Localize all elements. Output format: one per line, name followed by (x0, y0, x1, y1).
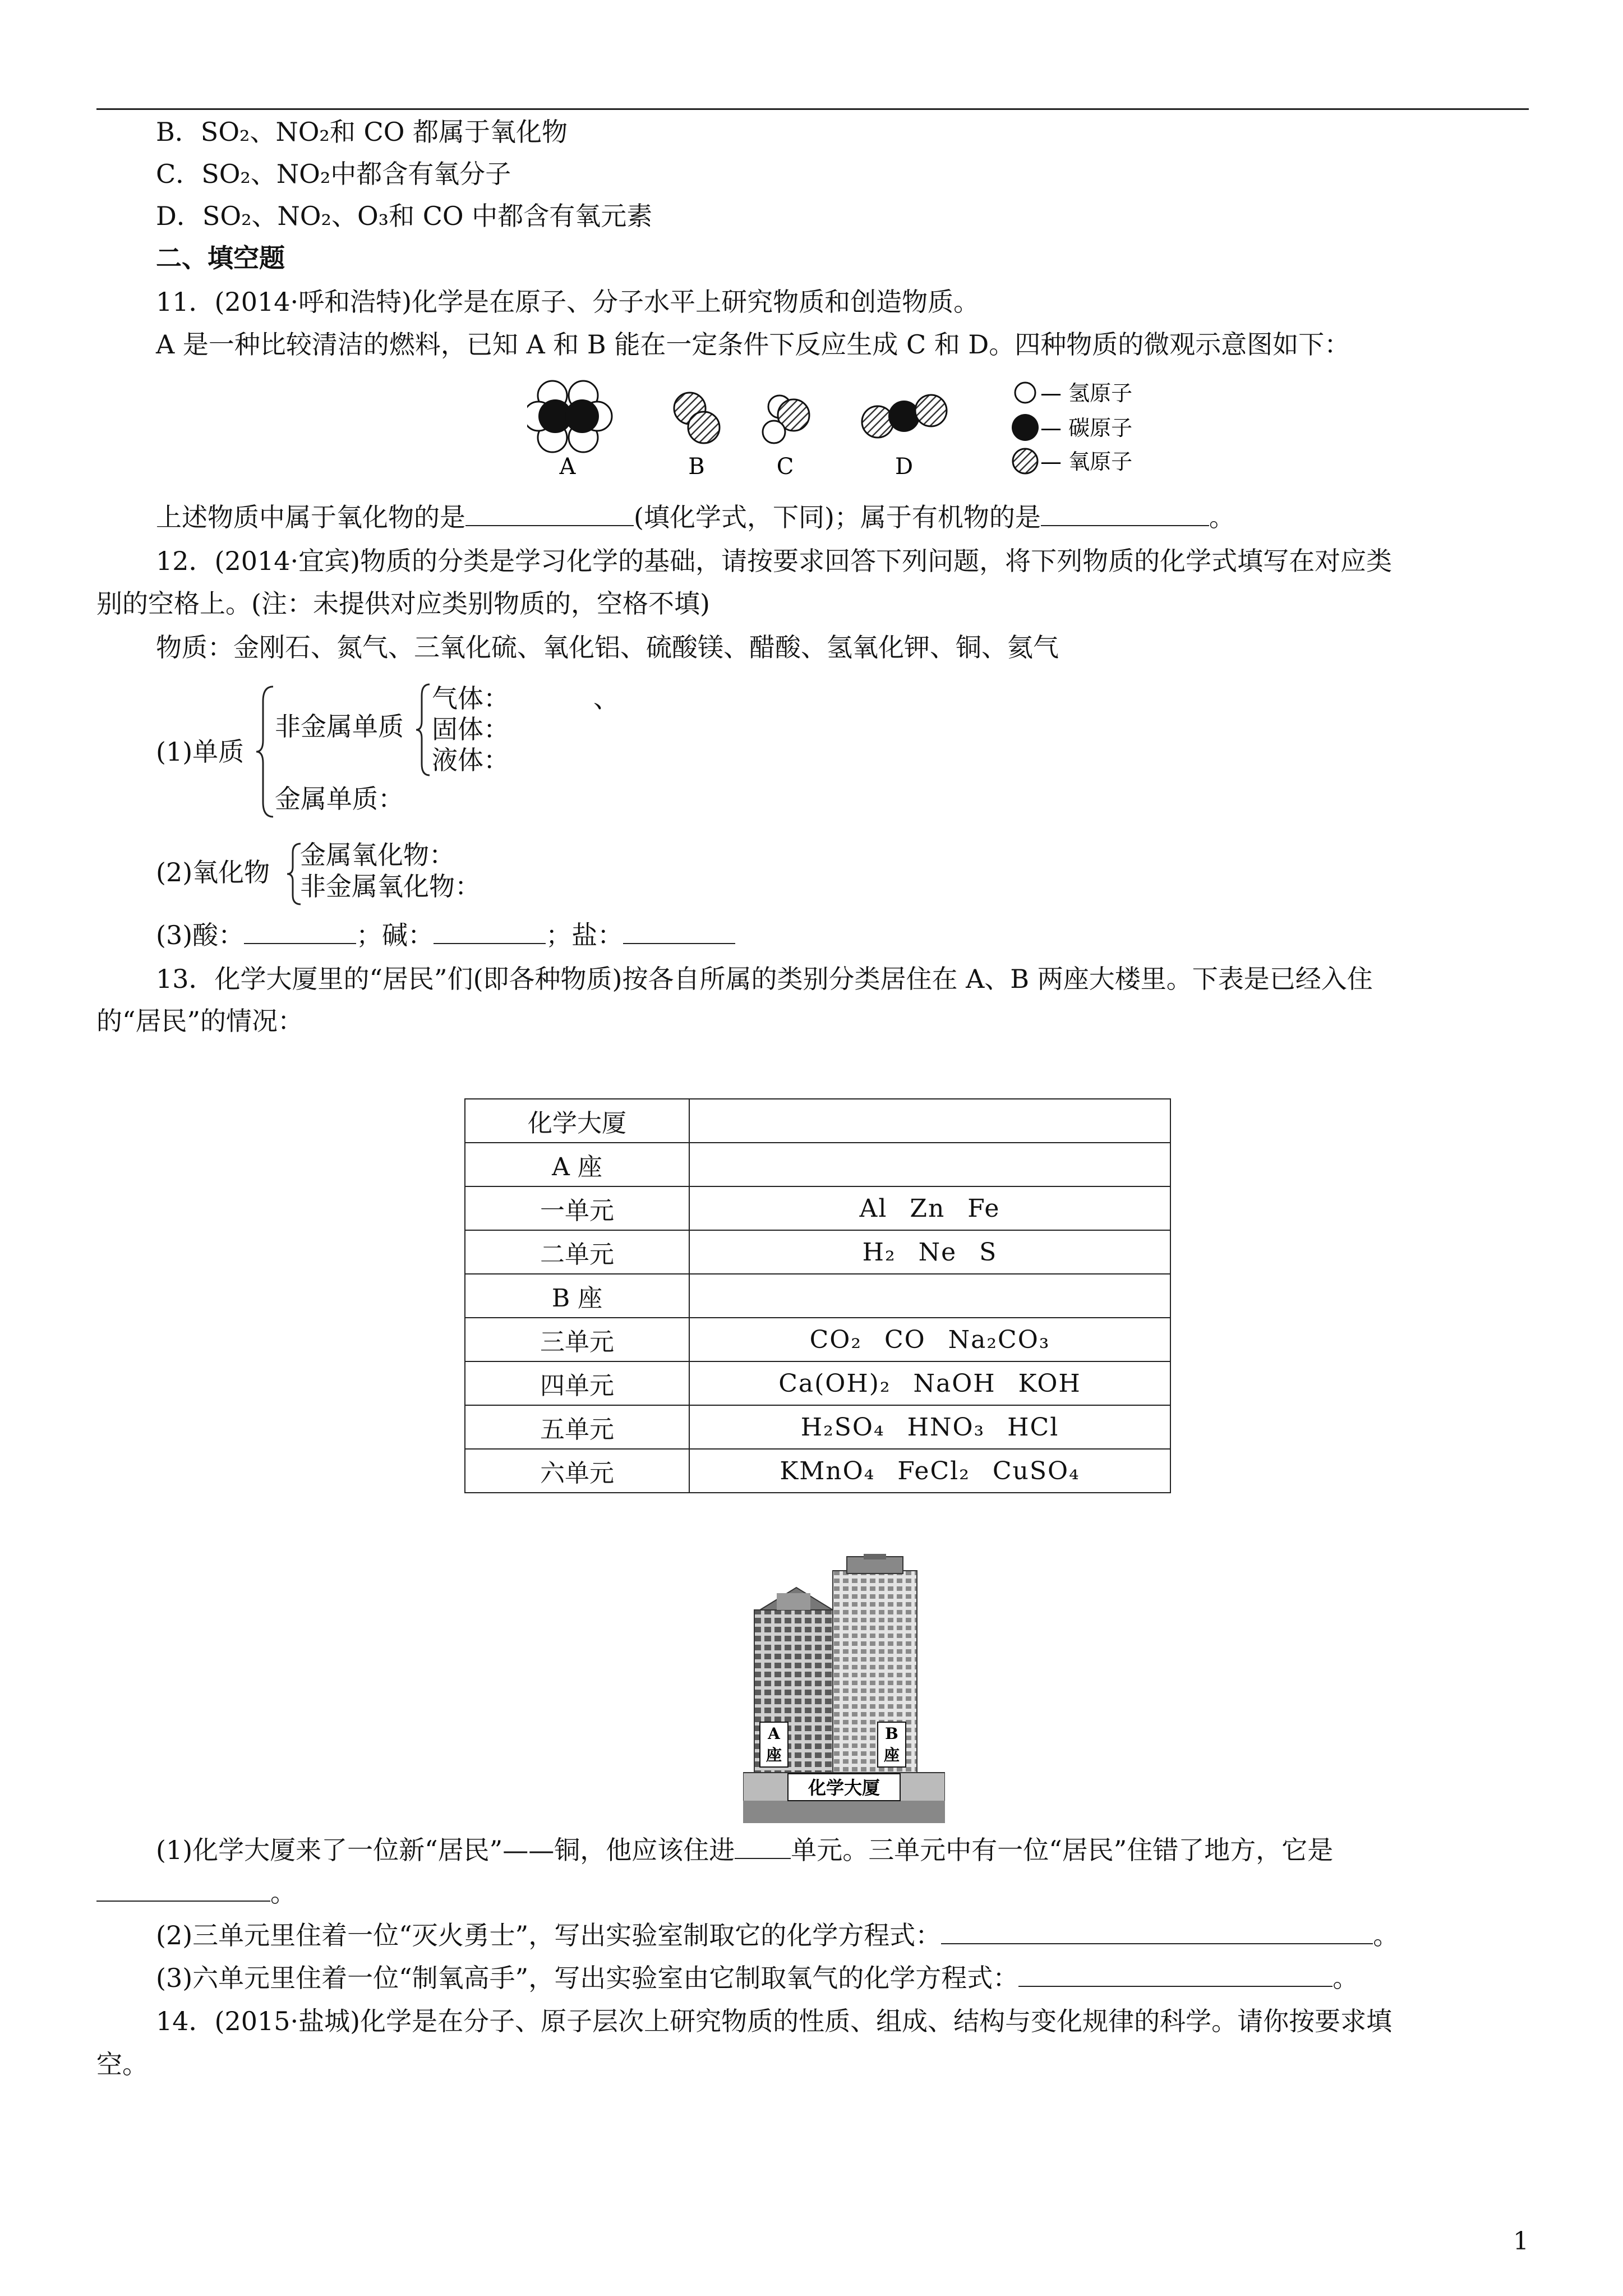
q13-line2: 的“居民”的情况： (96, 1006, 304, 1036)
q12-substances: 物质：金刚石、氮气、三氧化硫、氧化铝、硫酸镁、醋酸、氢氧化钾、铜、氦气 (156, 632, 1059, 662)
table-row (465, 1143, 1170, 1186)
table-cell: 五单元 (465, 1405, 689, 1449)
q13-s1-cont: 。 (96, 1876, 296, 1910)
label-c: C (776, 454, 794, 480)
table-cell: H₂ Ne S (689, 1230, 1170, 1274)
blank-acid[interactable] (244, 918, 356, 944)
q12-p3: (3)酸： ；碱： ；盐： (156, 918, 735, 952)
molecule-a (527, 381, 612, 452)
building-illustration (743, 1554, 945, 1823)
legend-hydrogen: — 氢原子 (1040, 381, 1133, 406)
table-cell: 一单元 (465, 1186, 689, 1230)
building-name-sign: 化学大厦 (808, 1777, 880, 1798)
legend (1012, 381, 1132, 474)
solid-label: 固体： (432, 714, 509, 744)
table-cell: CO₂ CO Na₂CO₃ (689, 1318, 1170, 1361)
liquid-label: 液体： (432, 745, 509, 775)
table-cell: B 座 (465, 1274, 689, 1318)
blank-equation-o2[interactable] (1018, 1961, 1332, 1987)
option-c: C．SO₂、NO₂中都含有氧分子 (156, 159, 511, 189)
table-cell: 二单元 (465, 1230, 689, 1274)
page-number: 1 (1513, 2227, 1529, 2256)
q11-line2: A 是一种比较清洁的燃料，已知 A 和 B 能在一定条件下反应生成 C 和 D。四种物质的微观示意图如下： (156, 329, 1350, 360)
q13-s2: (2)三单元里住着一位“灭火勇士”，写出实验室制取它的化学方程式： 。 (156, 1918, 1399, 1952)
table-cell: A 座 (465, 1143, 689, 1186)
molecule-d (862, 395, 947, 438)
table-cell: Ca(OH)₂ NaOH KOH (689, 1361, 1170, 1405)
table-row (465, 1405, 1170, 1449)
brace-simple (255, 684, 278, 819)
table-cell: KMnO₄ FeCl₂ CuSO₄ (689, 1449, 1170, 1493)
header-rule (96, 108, 1529, 110)
legend-oxygen: — 氧原子 (1040, 449, 1133, 474)
table-cell: H₂SO₄ HNO₃ HCl (689, 1405, 1170, 1449)
q11-question: 上述物质中属于氧化物的是 (填化学式，下同)；属于有机物的是 。 (156, 500, 1235, 534)
sign-b-letter: B (885, 1724, 898, 1743)
blank-unit[interactable] (735, 1833, 791, 1859)
molecule-b (674, 393, 720, 443)
label-b: B (688, 454, 705, 480)
blank-base[interactable] (434, 918, 546, 944)
blank-equation-co2[interactable] (941, 1918, 1373, 1944)
table-cell: 化学大厦 (465, 1099, 689, 1143)
q13-s3: (3)六单元里住着一位“制氧高手”，写出实验室由它制取氧气的化学方程式： 。 (156, 1961, 1358, 1995)
building-table (464, 1098, 1171, 1493)
blank-organic[interactable] (1041, 500, 1209, 526)
nonmetal-oxide-label: 非金属氧化物： (300, 871, 481, 901)
table-cell: 六单元 (465, 1449, 689, 1493)
q13-s1: (1)化学大厦来了一位新“居民”——铜，他应该住进 单元。三单元中有一位“居民”住错了地方，它是 (156, 1833, 1333, 1867)
blank-salt[interactable] (623, 918, 735, 944)
q14-line1: 14．(2015·盐城)化学是在分子、原子层次上研究物质的性质、组成、结构与变化规律的科学。请你按要求填 (156, 2006, 1393, 2036)
table-row (465, 1318, 1170, 1361)
sign-a-seat: 座 (766, 1746, 782, 1764)
table-cell: 四单元 (465, 1361, 689, 1405)
section-title: 二、填空题 (156, 243, 285, 273)
table-row (465, 1230, 1170, 1274)
q13-line1: 13．化学大厦里的“居民”们(即各种物质)按各自所属的类别分类居住在 A、B 两座大楼里。下表是已经入住 (156, 964, 1373, 994)
legend-carbon: — 碳原子 (1040, 416, 1133, 440)
blank-oxide[interactable] (465, 500, 634, 526)
metal-label: 金属单质： (275, 784, 404, 814)
molecule-c (763, 395, 809, 443)
sign-b-seat: 座 (883, 1746, 900, 1764)
sign-a-letter: A (768, 1724, 780, 1743)
option-b: B．SO₂、NO₂和 CO 都属于氧化物 (156, 117, 568, 147)
table-cell (689, 1274, 1170, 1318)
table-row (465, 1186, 1170, 1230)
brace-nonmetal (415, 682, 432, 777)
table-row (465, 1361, 1170, 1405)
table-cell (689, 1143, 1170, 1186)
q11-line1: 11．(2014·呼和浩特)化学是在原子、分子水平上研究物质和创造物质。 (156, 287, 980, 317)
table-row (465, 1274, 1170, 1318)
table-row (465, 1099, 1170, 1143)
option-d: D．SO₂、NO₂、O₃和 CO 中都含有氧元素 (156, 201, 653, 231)
q12-line1: 12．(2014·宜宾)物质的分类是学习化学的基础，请按要求回答下列问题，将下列物质的化学式填写在对应类 (156, 546, 1393, 576)
label-a: A (559, 454, 576, 480)
nonmetal-label: 非金属单质 (275, 711, 404, 742)
table-row (465, 1449, 1170, 1493)
q14-line2: 空。 (96, 2049, 148, 2079)
q12-p2-label: (2)氧化物 (156, 857, 270, 887)
gas-label: 气体： 、 (432, 683, 619, 714)
q12-line2: 别的空格上。(注：未提供对应类别物质的，空格不填) (96, 588, 710, 619)
molecule-diagram (527, 376, 1200, 488)
blank-wrong-resident[interactable] (96, 1876, 270, 1902)
table-cell: Al Zn Fe (689, 1186, 1170, 1230)
metal-oxide-label: 金属氧化物： (300, 840, 455, 870)
table-cell: 三单元 (465, 1318, 689, 1361)
table-cell (689, 1099, 1170, 1143)
q12-p1-label: (1)单质 (156, 737, 245, 767)
label-d: D (895, 454, 914, 480)
